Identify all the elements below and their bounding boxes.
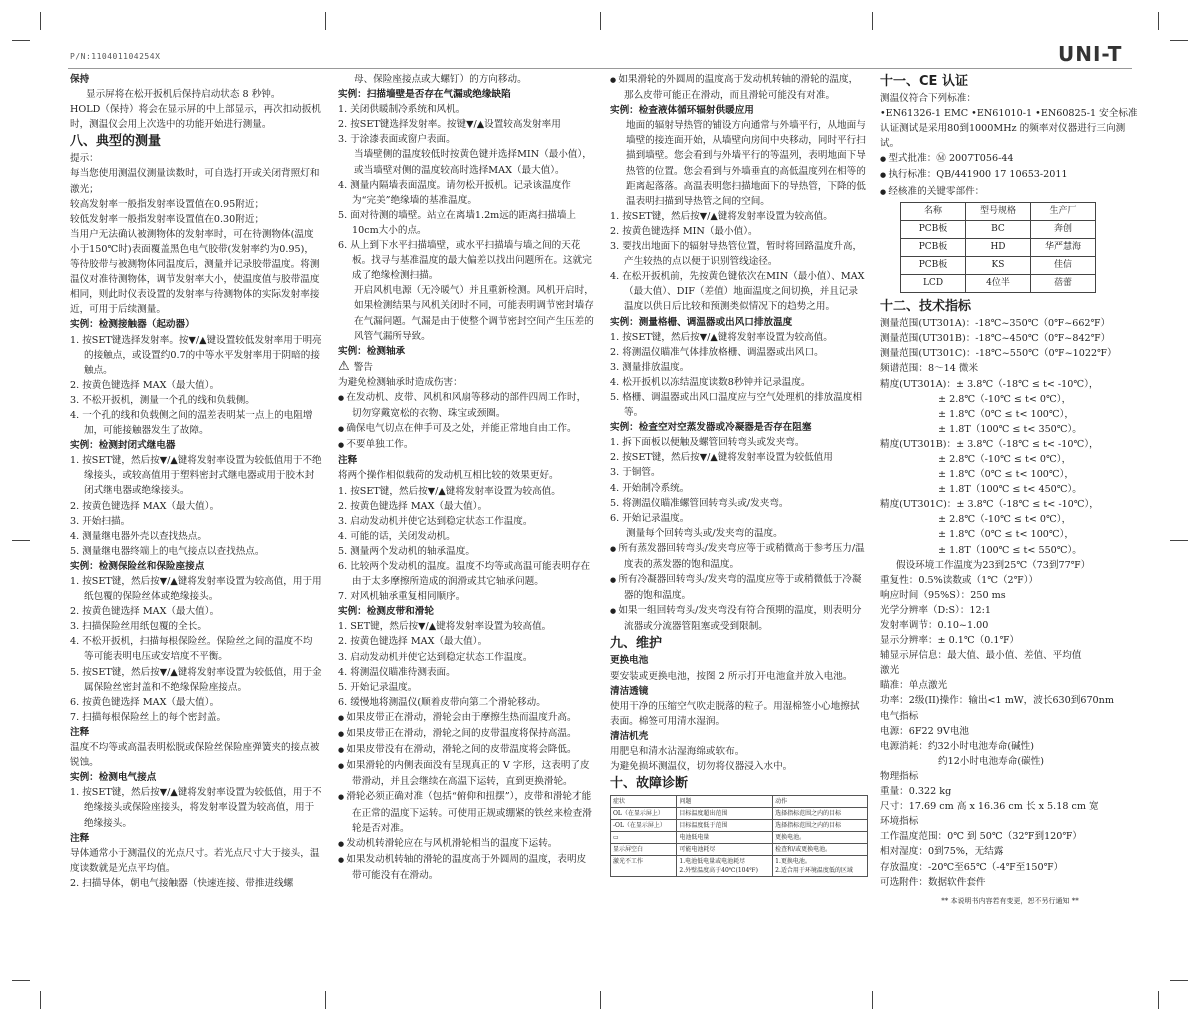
table-cell: 蓓蕾 [1031,275,1096,293]
table-cell: 激光不工作 [611,856,677,877]
table-cell: 显示屏空白 [611,844,677,856]
column-3-text [610,72,866,793]
bullet-icon: ● [338,730,347,739]
list-item: 4. 不松开扳机，扫描每根保险丝。保险丝之间的温度不均等可能表明电压或安培度不平衡。 [70,636,313,663]
paragraph: 电源：6F22 9V电池 [880,725,970,737]
list-item: 3. 扫描保险丝用纸包覆的全长。 [70,621,207,633]
table-cell: 检查和/或更换电池。 [773,844,868,856]
section-heading: 十二、技术指标 [880,299,972,315]
bullet-item: ● 如果皮带正在滑动，滑轮之间的皮带温度将保持高温。 [338,728,577,740]
list-item: 4. 松开扳机以冻结温度读数8秒钟并记录温度。 [610,376,811,388]
bullet-item: ● 在发动机、皮带、风机和风扇等移动的部件四周工作时，切勿穿戴宽松的衣物、珠宝或颈圈。 [338,391,587,420]
spec-line: ± 1.8℃（0℃ ≤ t< 100℃）， [938,529,1075,541]
table-header: 生产厂 [1031,202,1096,220]
paragraph: 精度(UT301C)：± 3.8℃（-18℃ ≤ t< -10℃）， [880,499,1099,511]
table-row [611,856,868,877]
paragraph: 测量每个回转弯头或/发夹弯的温度。 [626,527,783,539]
bullet-icon: ● [338,441,347,450]
spec-line: ± 1.8T（100℃ ≤ t< 350℃）。 [938,423,1082,435]
list-item: 4. 测量继电器外壳以查找热点。 [70,530,207,542]
list-item: 7. 对风机轴承重复相同顺序。 [338,591,466,603]
list-item: 4. 在松开扳机前，先按黄色键依次在MIN（最小值）、MAX（最大值）、DIF（差值）地面温度之间切换，并且记录温度以供日后比较和预测类似情况下的趋势之用。 [610,271,865,313]
paragraph: 导体通常小于测温仪的光点尺寸。若光点尺寸大于接头，温度读数就是光点平均值。 [70,847,320,874]
paragraph: 重复性：0.5%读数或（1℃（2℉）） [880,574,1039,586]
table-cell: 选择指标范围之内的目标 [773,820,868,832]
table-cell: 更换电池。 [773,832,868,844]
section-heading: 八、典型的测量 [70,134,162,150]
table-row [901,275,1096,293]
list-item: 7. 扫描每根保险丝上的每个密封盖。 [70,711,227,723]
column-4-text [880,72,1140,200]
bullet-icon: ● [338,855,347,864]
table-row [611,808,868,820]
paragraph: 地面的辐射导热管的铺设方向通常与外墙平行，从地面与墙壁的接连面开始，从墙壁向房间中央移动，同时平行扫描到墙壁。您会看到与外墙平行的等温列，表明地面下导热管的位置。您会看到与外墙垂直的高低温度列在相等的距离起落落。高温表明您扫描地面下的导热管，下降的低温表明扫描到导热管之间的空间。 [626,120,866,207]
list-item: 3. 要找出地面下的辐射导热管位置，暂时将回路温度升高，产生较热的点以便于识别管线途径。 [610,241,863,268]
list-item: 6. 按黄色键选择 MAX（最大值）。 [70,696,220,708]
bullet-icon: ● [338,793,347,802]
paragraph: 提示： [70,153,99,165]
list-item: 4. 将测温仪瞄准待测表面。 [338,666,456,678]
subheading: 清洁机壳 [610,730,649,742]
bullet-icon: ● [338,762,347,771]
list-item: 2. 按黄色键选择 MAX（最大值）。 [70,379,220,391]
paragraph: 工作温度范围：0℃ 到 50℃（32℉到120℉） [880,831,1083,843]
subheading: 实例：检测接触器（起动器） [70,319,195,331]
list-item: 1. 按SET键，然后按▼/▲键将发射率设置为较高值，用于用纸包覆的保险丝体或绝缘接头。 [70,576,322,603]
paragraph: 显示分辨率：± 0.1℃（0.1℉） [880,635,1020,647]
paragraph: 温度不均等或高温表明松脱或保险丝保险座弹簧夹的接点被锐蚀。 [70,742,320,769]
list-item: 5. 按SET键，然后按▼/▲键将发射率设置为较低值，用于金属保险丝密封盖和不绝缘保险座接点。 [70,666,322,693]
paragraph: 显示屏将在松开扳机后保持启动状态 8 秒钟。 [86,89,281,101]
list-item: 1. SET键，然后按▼/▲键将发射率设置为较高值。 [338,621,552,633]
paragraph: 环境指标 [880,816,919,828]
column-3 [610,72,866,877]
bullet-icon: ● [610,607,619,616]
table-header: 动作 [773,796,868,808]
list-item: 1. 按SET键，然后按▼/▲键将发射率设置为较高值。 [610,210,833,222]
table-row [901,256,1096,274]
table-row [611,844,868,856]
list-item: 6. 比较两个发动机的温度。温度不均等或高温可能表明存在由于太多摩擦所造成的润滑或其它轴承问题。 [338,561,591,588]
list-item: 2. 将测温仪瞄准气体排放格栅、调温器或出风口。 [610,346,824,358]
table-header: 问题 [677,796,773,808]
subheading: 实例：检测皮带和滑轮 [338,606,434,618]
table-cell: 奔创 [1031,220,1096,238]
list-item: 1. 按SET键，然后按▼/▲键将发射率设置为较高值。 [338,485,561,497]
list-item: 5. 测量继电器终端上的电气接点以查找热点。 [70,545,265,557]
bullet-icon: ● [338,839,347,848]
subheading: 实例：检测电气接点 [70,772,157,784]
list-item: 3. 于涂漆表面或窗户表面。 [338,134,456,146]
column-2 [338,72,594,883]
table-cell: PCB板 [901,256,966,274]
bullet-item: ● 如果滑轮的外圆周的温度高于发动机转轴的滑轮的温度，那么皮带可能正在滑动，而且滑轮可能没有对准。 [610,74,859,102]
bullet-icon: ● [338,713,347,722]
table-cell: BC [966,220,1031,238]
paragraph: 为避免损坏测温仪，切勿将仪器浸入水中。 [610,761,793,773]
list-item: 5. 将测温仪瞄准螺管回转弯头或/发夹弯。 [610,497,789,509]
list-item: 1. 按SET键，然后按▼/▲键将发射率设置为较高值。 [610,331,833,343]
paragraph: 测量范围(UT301B)：-18℃~450℃（0℉~842℉） [880,333,1111,345]
table-cell: LCD [901,275,966,293]
list-item: 1. 按SET键，然后按▼/▲键将发射率设置为较低值用于不绝缘接头，或较高值用于塑料密封式继电器或用于胶木封闭式继电器或绝缘接头。 [70,455,322,497]
spec-line: 约12小时电池寿命(碳性) [938,755,1045,767]
paragraph: 将两个操作相似载荷的发动机互相比较的效果更好。 [338,470,559,482]
paragraph: 功率：2级(II)操作：输出<1 mW，波长630到670nm [880,695,1114,707]
list-item: 4. 开始制冷系统。 [610,482,690,494]
paragraph: 激光 [880,665,900,677]
paragraph: 要安装或更换电池，按图 2 所示打开电池盒并放入电池。 [610,670,853,682]
subheading: 注释 [338,455,358,467]
bullet-item: ● 如果皮带正在滑动，滑轮会由于摩擦生热而温度升高。 [338,711,577,723]
paragraph: 测温仪符合下列标准： [880,93,976,104]
footer-note: ** 本说明书内容若有变更，恕不另行通知 ** [941,896,1079,905]
bullet-item: ● 如果发动机转轴的滑轮的温度高于外圆周的温度，表明皮带可能没有在滑动。 [338,853,587,881]
bullet-item: ● 确保电气切点在伸手可及之处，并能正常地自由工作。 [338,423,577,435]
spec-line: ± 1.8T（100℃ ≤ t< 450℃）。 [938,484,1082,496]
section-heading: 九、维护 [610,636,663,652]
table-cell: KS [966,256,1031,274]
section-heading: 十、故障诊断 [610,776,689,792]
table-cell: 1.更换电池。 2.适合用于环境温度低的区域 [773,856,868,877]
table-row [901,238,1096,256]
paragraph: •EN61326-1 EMC •EN61010-1 •EN60825-1 安全标准 [880,108,1138,120]
bullet-item: ● 经核准的关键零部件： [880,185,985,197]
bullet-item: ● 所有蒸发器回转弯头/发夹弯应等于或稍微高于参考压力/温度表的蒸发器的饱和温度。 [610,542,865,570]
paragraph: 精度(UT301A)：± 3.8℃（-18℃ ≤ t< -10℃）， [880,378,1099,390]
list-item: 1. 按SET键选择发射率。按▼/▲键设置较低发射率用于明亮的接触点，或设置约0.7的中等水平发射率用于阴暗的接触点。 [70,334,322,376]
list-item: 2. 按黄色键选择 MAX（最大值）。 [70,500,220,512]
spec-line: ± 2.8℃（-10℃ ≤ t< 0℃）， [938,393,1072,405]
column-4 [880,72,1140,909]
paragraph: HOLD（保持）将会在显示屏的中上部显示，再次扣动扳机时，测温仪会用上次选中的功能开始进行测量。 [70,104,321,131]
list-item: 2. 按黄色键选择 MAX（最大值）。 [338,636,488,648]
table-cell: ▭ [611,832,677,844]
column-4-specs [880,297,1140,890]
table-cell: 4位半 [966,275,1031,293]
paragraph: 相对湿度：0到75%，无结露 [880,846,1004,858]
list-item: 4. 一个孔的线和负载侧之间的温差表明某一点上的电阻增加，可能接触器发生了故障。 [70,409,313,437]
paragraph: 电气指标 [880,710,919,722]
bullet-icon: ● [610,76,619,84]
warning-label: ⚠ 警告 [338,358,373,374]
subheading: 实例：扫描墙壁是否存在气漏或绝缘缺陷 [338,89,511,101]
paragraph: 假设环境工作温度为23到25℃（73到77℉） [896,559,1091,571]
spec-line: ± 2.8℃（-10℃ ≤ t< 0℃）， [938,514,1072,526]
list-item: 2. 按SET键，然后按▼/▲键将发射率设置为较低值用 [610,452,833,464]
list-item: 5. 测量两个发动机的轴承温度。 [338,545,475,557]
subheading: 清洁透镜 [610,685,649,697]
list-item: 4. 测量内隔墙表面温度。请勿松开扳机。记录该温度作为“完美”绝缘墙的基准温度。 [338,179,571,206]
paragraph: 母、保险座接点或大螺钉）的方向移动。 [354,74,527,85]
paragraph: 为避免检测轴承时造成伤害： [338,376,463,388]
list-item: 3. 不松开扳机，测量一个孔的线和负载侧。 [70,394,255,406]
subheading: 实例：检测封闭式继电器 [70,440,176,452]
paragraph: 重量：0.322 kg [880,786,952,798]
bullet-icon: ● [338,425,347,434]
paragraph: 使用干净的压缩空气吹走脱落的粒子。用湿棉签小心地擦拭表面。棉签可用清水湿润。 [610,700,860,727]
list-item: 3. 测量排放温度。 [610,361,690,373]
table-cell: HD [966,238,1031,256]
paragraph: 响应时间（95%S）：250 ms [880,589,1006,601]
table-cell: 电池低电量 [677,832,773,844]
paragraph: 当用户无法确认被测物体的发射率时，可在待测物体(温度小于150℃时)表面覆盖黑色电气胶带(发射率约为0.95)，等待胶带与被测物体同温度后，测量并记录胶带温度。将测温仪对准待测物体，调节发射率大小，使温度值与胶带温度相同，则此时仪表设置的发射率与待测物体的实际发射率接近，可用于后续测量。 [70,228,320,316]
list-item: 1. 关闭供暖制冷系统和风机。 [338,104,466,116]
bullet-item: ● 如果滑轮的内侧表面没有呈现真正的 V 字形，这表明了皮带滑动，并且会继续在高温下运转，直到更换滑轮。 [338,760,590,788]
table-cell: 选择指标范围之内的目标 [773,808,868,820]
bullet-icon: ● [610,544,619,553]
table-cell: 华严慧海 [1031,238,1096,256]
subheading: 注释 [70,832,90,844]
paragraph: 开启风机电源（无冷暖气）并且重新检测。风机开启时，如果检测结果与风机关闭时不同，可能表明调节密封墙存在气漏问题。气漏是由于使整个调节密封空间产生压差的风管气漏所导致。 [354,285,594,342]
paragraph: 存放温度：-20℃至65℃（-4℉至150℉） [880,861,1064,873]
paragraph: 用肥皂和清水沾湿海绵或软布。 [610,746,745,758]
list-item: 5. 面对待测的墙壁。站立在离墙1.2m远的距离扫描墙上10cm大小的点。 [338,209,577,236]
bullet-icon: ● [610,576,619,585]
paragraph: 较高发射率一般指发射率设置值在0.95附近； [70,198,265,210]
table-cell: 佳信 [1031,256,1096,274]
table-cell: PCB板 [901,238,966,256]
list-item: 6. 缓慢地将测温仪(顺着皮带向第二个滑轮移动。 [338,696,546,708]
bullet-item: ● 所有冷凝器回转弯头/发夹弯的温度应等于或稍微低于冷凝器的饱和温度。 [610,574,862,602]
table-cell: 1.电池低电量或电池耗尽 2.外壁温度高于40℃(104℉) [677,856,773,877]
table-row [901,220,1096,238]
subheading: 实例：检测保险丝和保险座接点 [70,560,205,572]
paragraph: 当墙壁侧的温度较低时按黄色键并选择MIN（最小值），或当墙壁对侧的温度较高时选择MAX（最大值）。 [354,149,592,176]
part-number: P/N:110401104254X [70,52,161,61]
table-row [611,820,868,832]
subheading: 保持 [70,74,90,85]
list-item: 2. 按黄色键选择 MAX（最大值）。 [70,606,220,618]
subheading: 实例：检查空对空蒸发器或冷凝器是否存在阻塞 [610,422,812,434]
table-cell: 目标温度超出范围 [677,808,773,820]
list-item: 3. 于铜管。 [610,467,661,479]
paragraph: 尺寸：17.69 cm 高 x 16.36 cm 长 x 5.18 cm 宽 [880,801,1099,813]
bullet-icon: ● [880,155,889,164]
list-item: 4. 可能的话，关闭发动机。 [338,530,456,542]
paragraph: 可选附件：数据软件套件 [880,876,986,888]
list-item: 2. 扫描导体，朝电气接触器（快速连接、带推进线螺 [70,877,294,889]
subheading: 更换电池 [610,655,649,667]
paragraph: 发射率调节：0.10~1.00 [880,620,989,631]
list-item: 3. 启动发动机并使它达到稳定状态工作温度。 [338,515,533,527]
header-rule [68,68,1132,69]
paragraph: 瞄准：单点激光 [880,680,948,692]
spec-line: ± 1.8℃（0℃ ≤ t< 100℃）， [938,469,1075,481]
spec-line: ± 1.8℃（0℃ ≤ t< 100℃）， [938,408,1075,420]
brand-logo: UNI-T [1058,42,1123,66]
table-row [611,832,868,844]
table-cell: 目标温度低于范围 [677,820,773,832]
bullet-item: ● 如果皮带没有在滑动，滑轮之间的皮带温度将会降低。 [338,744,577,756]
bullet-item: ● 执行标准：QB/441900 17 10653-2011 [880,169,1068,181]
list-item: 1. 按SET键，然后按▼/▲键将发射率设置为较低值，用于不绝缘接头或保险座接头，将发射率设置为较高值，用于绝缘接头。 [70,787,322,829]
bullet-item: ● 发动机转滑轮应在与风机滑轮相当的温度下运转。 [338,837,558,849]
bullet-item: ● 不要单独工作。 [338,439,414,451]
table-header: 型号规格 [966,202,1031,220]
table-header: 名称 [901,202,966,220]
list-item: 5. 开始记录温度。 [338,681,418,693]
list-item: 3. 开始扫描。 [70,515,131,527]
spec-line: ± 1.8T（100℃ ≤ t< 550℃）。 [938,544,1082,556]
list-item: 2. 按SET键选择发射率。按键▼/▲设置较高发射率用 [338,119,561,131]
subheading: 实例：检查液体循环辐射供暖应用 [610,105,754,117]
subheading: 注释 [70,726,90,738]
list-item: 1. 拆下面板以便触及螺管回转弯头或发夹弯。 [610,437,805,449]
paragraph: 较低发射率一般指发射率设置值在0.30附近； [70,213,265,225]
list-item: 2. 按黄色键选择 MIN（最小值）。 [610,225,758,237]
table-header: 症状 [611,796,677,808]
paragraph: 光学分辨率（D:S）：12:1 [880,604,991,616]
bullet-icon: ● [338,746,347,755]
list-item: 5. 格栅、调温器或出风口温度应与空气处理机的排放温度相等。 [610,391,863,419]
table-cell: PCB板 [901,220,966,238]
parts-table [900,202,1096,293]
bullet-icon: ● [338,393,347,402]
paragraph: 辅显示屏信息：最大值、最小值、差值、平均值 [880,650,1082,662]
paragraph: 每当您使用测温仪测量读数时，可自选打开或关闭背照灯和激光； [70,168,320,195]
bullet-item: ● 型式批准：Ⓜ 2007T056-44 [880,153,1014,165]
table-cell: -OL（在显示屏上） [611,820,677,832]
fault-table [610,795,868,877]
list-item: 6. 从上到下水平扫描墙壁，或水平扫描墙与墙之间的天花板。找寻与基准温度的最大偏差以找出问题所在。这就完成了绝缘检测扫描。 [338,240,592,282]
bullet-item: ● 滑轮必须正确对准（包括“俯仰和扭摆”），皮带和滑轮才能在正常的温度下运转。可使用正规或绷紧的铁丝来检查滑轮是否对准。 [338,791,592,834]
paragraph: 电源消耗：约32小时电池寿命(碱性) [880,740,1035,752]
paragraph: 频谱范围：8～14 微米 [880,363,979,375]
list-item: 2. 按黄色键选择 MAX（最大值）。 [338,500,488,512]
paragraph: 测量范围(UT301A)：-18℃~350℃（0℉~662℉） [880,318,1111,330]
section-heading: 十一、CE 认证 [880,74,968,89]
paragraph: 认证测试是采用80到1000MHz 的频率对仪器进行三向测试。 [880,123,1126,150]
paragraph: 测量范围(UT301C)：-18℃~550℃（0℉~1022℉） [880,348,1117,360]
paragraph: 精度(UT301B)：± 3.8℃（-18℃ ≤ t< -10℃）， [880,438,1099,450]
list-item: 3. 启动发动机并使它达到稳定状态工作温度。 [338,651,533,663]
bullet-icon: ● [880,187,889,196]
bullet-icon: ● [880,171,889,180]
bullet-item: ● 如果一组回转弯头/发夹弯没有符合预期的温度，则表明分流器或分流器管阻塞或受到限制。 [610,605,862,633]
list-item: 6. 开始记录温度。 [610,512,690,524]
paragraph: 物理指标 [880,770,919,782]
spec-line: ± 2.8℃（-10℃ ≤ t< 0℃）， [938,453,1072,465]
table-cell: 可能电池耗尽 [677,844,773,856]
subheading: 实例：测量格栅、调温器或出风口排放温度 [610,316,793,328]
column-1 [70,72,322,891]
subheading: 实例：检测轴承 [338,345,406,357]
warning-icon: ⚠ [338,358,354,374]
table-cell: OL（在显示屏上） [611,808,677,820]
